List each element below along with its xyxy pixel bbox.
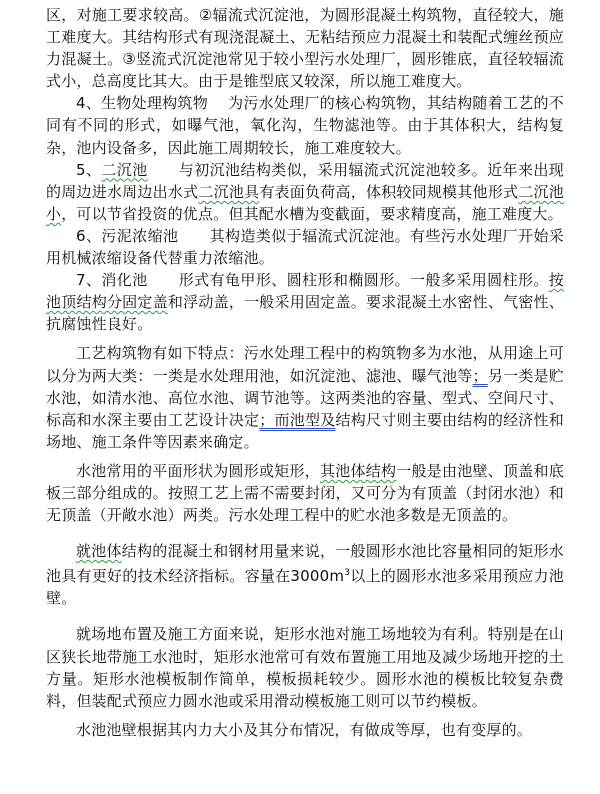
text-span: 有表面负荷高，体积较同规模其他形式 bbox=[259, 182, 519, 201]
text-span: 水池池壁根据其内力大小及其分布情况，有做成等厚，也有变厚的。 bbox=[76, 720, 533, 739]
paragraph-site-layout bbox=[46, 623, 564, 711]
capacity-number: 3000 bbox=[290, 567, 330, 586]
paragraph-sedimentation-tanks bbox=[46, 4, 564, 92]
paragraph-sludge-thickener bbox=[46, 225, 564, 269]
paragraph-structure-features bbox=[46, 342, 564, 452]
spacer bbox=[148, 161, 179, 179]
item-heading: 二沉池 bbox=[101, 160, 148, 179]
text-span: 与初沉池结构类似，采用辐流式沉淀池较多。近年来出现的周边进水周边出水式 bbox=[46, 160, 565, 201]
paragraph-secondary-clarifier bbox=[46, 159, 564, 225]
marked-text: 就池体 bbox=[76, 542, 122, 561]
marked-text: ； bbox=[472, 366, 488, 385]
text-span: 工艺构筑物有如下特点：污水处理工程中的构筑物多为水池，从用途上可以分为两大类：一类是水处理用池，如沉淀池、滤池、曝气池等 bbox=[46, 344, 564, 385]
text-span: 一般是由池壁、顶盖和底板三部分组成的。按照工艺上需不需要封闭，又可分为有顶盖（封闭水池）和无顶盖（开敞水池）两类。污水处理工程中的贮水池多数是无顶盖的。 bbox=[46, 461, 565, 525]
text-span: 以上的圆形水池多采用预应力池壁。 bbox=[46, 567, 564, 608]
item-heading: 6、污泥浓缩池 bbox=[76, 226, 179, 245]
marked-text: 二沉池小 bbox=[46, 182, 564, 223]
text-span: 为污水处理厂的核心构筑物，其结构随着工艺的不同有不同的形式，如曝气池，氧化沟，生物滤池等。由于其体积大，结构复杂，池内设备多，因此施工周期较长，施工难度较大。 bbox=[46, 94, 564, 157]
paragraph-tank-shapes bbox=[46, 460, 564, 526]
item-heading: 4、生物处理构筑物 bbox=[76, 94, 208, 113]
paragraph-wall-thickness bbox=[46, 719, 564, 741]
item-number: 5、 bbox=[76, 160, 102, 179]
paragraph-digester bbox=[46, 269, 564, 335]
text-span: 另一类是贮水池，如清水池、高位水池、调节池等。这两类池的容量、型式、空间尺寸、标高和水深主要由工艺设计决定 bbox=[46, 366, 564, 429]
text-span: 其构造类似于辐流式沉淀池。有些污水处理厂开始采用机械浓缩设备代替重力浓缩池。 bbox=[46, 226, 565, 268]
text-span: 形式有龟甲形、圆柱形和椭圆形。一般多采用圆柱形。 bbox=[178, 271, 549, 290]
unit: m bbox=[329, 567, 345, 586]
marked-text: 二沉池具 bbox=[198, 182, 260, 201]
marked-text: 按池顶结构分固定盖 bbox=[46, 271, 564, 312]
text-span: 结构的混凝土和钢材用量来说，一般圆形水池比容量相同的矩形水池具有更好的技术经济指标。容量在 bbox=[46, 542, 564, 586]
text-span: 水池常用的平面形状为圆形或矩形， bbox=[76, 461, 321, 480]
marked-text: ；而池型及 bbox=[259, 410, 336, 429]
marked-text: 其池体结构 bbox=[320, 461, 397, 480]
paragraph-material-usage bbox=[46, 540, 564, 609]
text-span: 区，对施工要求较高。②辐流式沉淀池，为圆形混凝土构筑物，直径较大，施工难度大。其结构形式有现浇混凝土、无粘结预应力混凝土和装配式缠丝预应力混凝土。③竖流式沉淀池常见于较小型污水处理厂，圆形锥底，直径较辐流式小，总高度比其大。 bbox=[46, 6, 564, 91]
spacer bbox=[208, 94, 228, 112]
text-span: 就场地布置及施工方面来说，矩形水池对施工场地较为有利。特别是在山区狭长地带施工水池时，矩形水池常可有效布置施工用地及减少场地开挖的土方量。矩形水池模板制作简单，模板损耗较少。圆形水池的模板比较复杂费料，但装配式预应力圆水池或采用滑动模板施工则可以节约模板。 bbox=[46, 625, 564, 710]
item-heading: 7、消化池 bbox=[76, 271, 148, 290]
spacer bbox=[178, 227, 209, 245]
spacer bbox=[148, 271, 179, 289]
paragraph-biological-treatment bbox=[46, 92, 564, 158]
document-page bbox=[46, 4, 564, 741]
text-span: 由于是锥型底又较深，所以施工难度大。 bbox=[198, 72, 472, 91]
text-span: 结构尺寸则主要由结构的经济性和场地、施工条件等因素来确定。 bbox=[46, 410, 564, 451]
unit-exponent: 3 bbox=[344, 568, 351, 579]
text-span: 和浮动盖，一般采用固定盖。要求混凝土水密性、气密性、抗腐蚀性良好。 bbox=[46, 293, 564, 334]
text-span: ，可以节省投资的优点。但其配水槽为变截面，要求精度高，施工难度大。 bbox=[61, 204, 563, 223]
